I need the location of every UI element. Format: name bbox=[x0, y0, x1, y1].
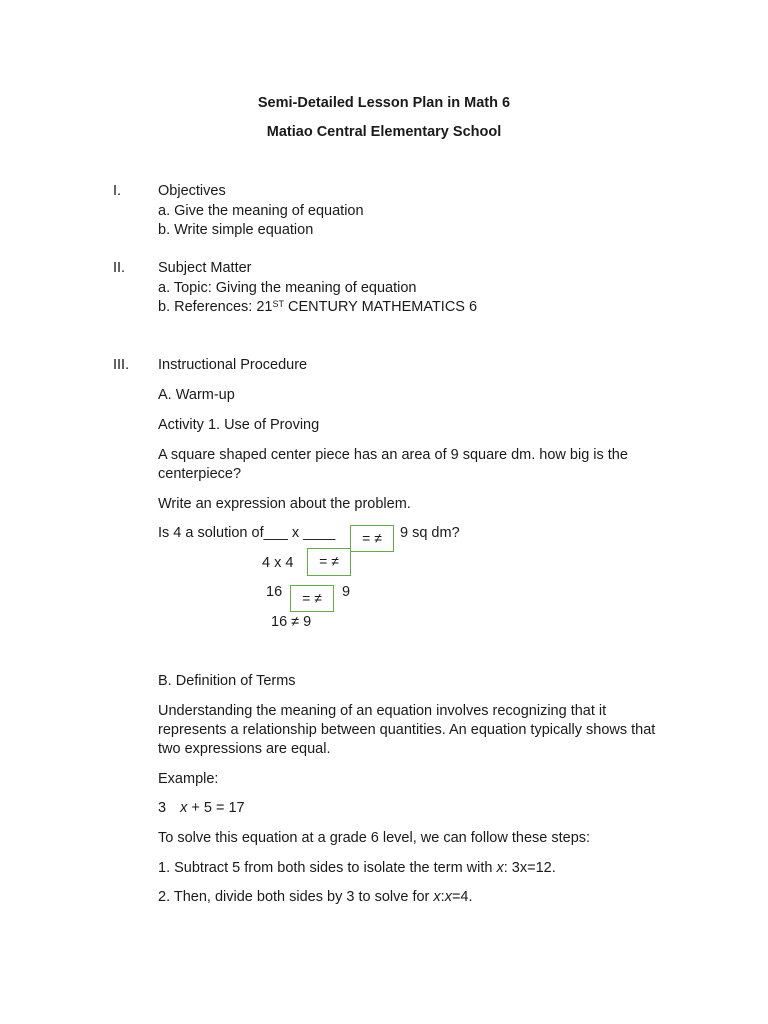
example-variable: x bbox=[180, 800, 188, 816]
section-2-heading: Subject Matter bbox=[158, 260, 252, 276]
warmup-heading: A. Warm-up bbox=[158, 387, 235, 403]
objective-b: b. Write simple equation bbox=[158, 222, 314, 238]
school-name: Matiao Central Elementary School bbox=[266, 124, 502, 140]
section-1-numeral: I. bbox=[113, 183, 122, 199]
solve-step-2-prefix: 2. Then, divide both sides by 3 to solve for bbox=[158, 889, 434, 905]
equality-box-3: = ≠ bbox=[290, 585, 334, 612]
step-1-left: 4 x 4 bbox=[262, 555, 294, 571]
solve-step-2-colon: : bbox=[440, 889, 445, 905]
references-suffix: CENTURY MATHEMATICS 6 bbox=[283, 299, 478, 315]
definition-line-2: represents a relationship between quantities. An equation typically shows that bbox=[158, 722, 656, 738]
solution-question-prefix: Is 4 a solution of___ x ____ bbox=[158, 525, 336, 541]
section-2-numeral: II. bbox=[113, 260, 126, 276]
solve-step-2 bbox=[158, 888, 473, 906]
subject-references bbox=[158, 298, 477, 316]
solve-step-1-suffix: : 3x=12. bbox=[503, 860, 556, 876]
step-2-right: 9 bbox=[342, 584, 351, 600]
solve-step-1 bbox=[158, 859, 556, 877]
equality-box-1: = ≠ bbox=[350, 525, 394, 552]
references-prefix: b. References: 21 bbox=[158, 299, 273, 315]
example-rest: + 5 = 17 bbox=[187, 800, 245, 816]
equality-box-2: = ≠ bbox=[307, 548, 351, 576]
activity-heading: Activity 1. Use of Proving bbox=[158, 417, 320, 433]
example-label: Example: bbox=[158, 771, 219, 787]
step-2-left: 16 bbox=[266, 584, 283, 600]
definition-line-3: two expressions are equal. bbox=[158, 741, 331, 757]
subject-topic: a. Topic: Giving the meaning of equation bbox=[158, 280, 417, 296]
example-coefficient: 3 bbox=[158, 800, 167, 816]
solve-intro: To solve this equation at a grade 6 level, we can follow these steps: bbox=[158, 830, 591, 846]
write-expression: Write an expression about the problem. bbox=[158, 496, 411, 512]
section-3-heading: Instructional Procedure bbox=[158, 357, 308, 373]
section-1-heading: Objectives bbox=[158, 183, 226, 199]
problem-line-2: centerpiece? bbox=[158, 466, 242, 482]
definition-heading: B. Definition of Terms bbox=[158, 673, 296, 689]
solve-step-1-variable: x bbox=[496, 860, 504, 876]
solve-step-2-variable-1: x bbox=[433, 889, 441, 905]
solve-step-2-suffix: =4. bbox=[451, 889, 473, 905]
problem-line-1: A square shaped center piece has an area of 9 square dm. how big is the bbox=[158, 447, 628, 463]
references-superscript: ST bbox=[272, 299, 284, 309]
step-3-result: 16 ≠ 9 bbox=[271, 614, 312, 630]
example-equation bbox=[158, 799, 245, 817]
solution-question-suffix: 9 sq dm? bbox=[400, 525, 460, 541]
definition-line-1: Understanding the meaning of an equation involves recognizing that it bbox=[158, 703, 607, 719]
objective-a: a. Give the meaning of equation bbox=[158, 203, 364, 219]
solve-step-2-variable-2: x bbox=[444, 889, 452, 905]
solve-step-1-prefix: 1. Subtract 5 from both sides to isolate the term with bbox=[158, 860, 497, 876]
section-3-numeral: III. bbox=[113, 357, 130, 373]
page-title: Semi-Detailed Lesson Plan in Math 6 bbox=[257, 95, 511, 111]
